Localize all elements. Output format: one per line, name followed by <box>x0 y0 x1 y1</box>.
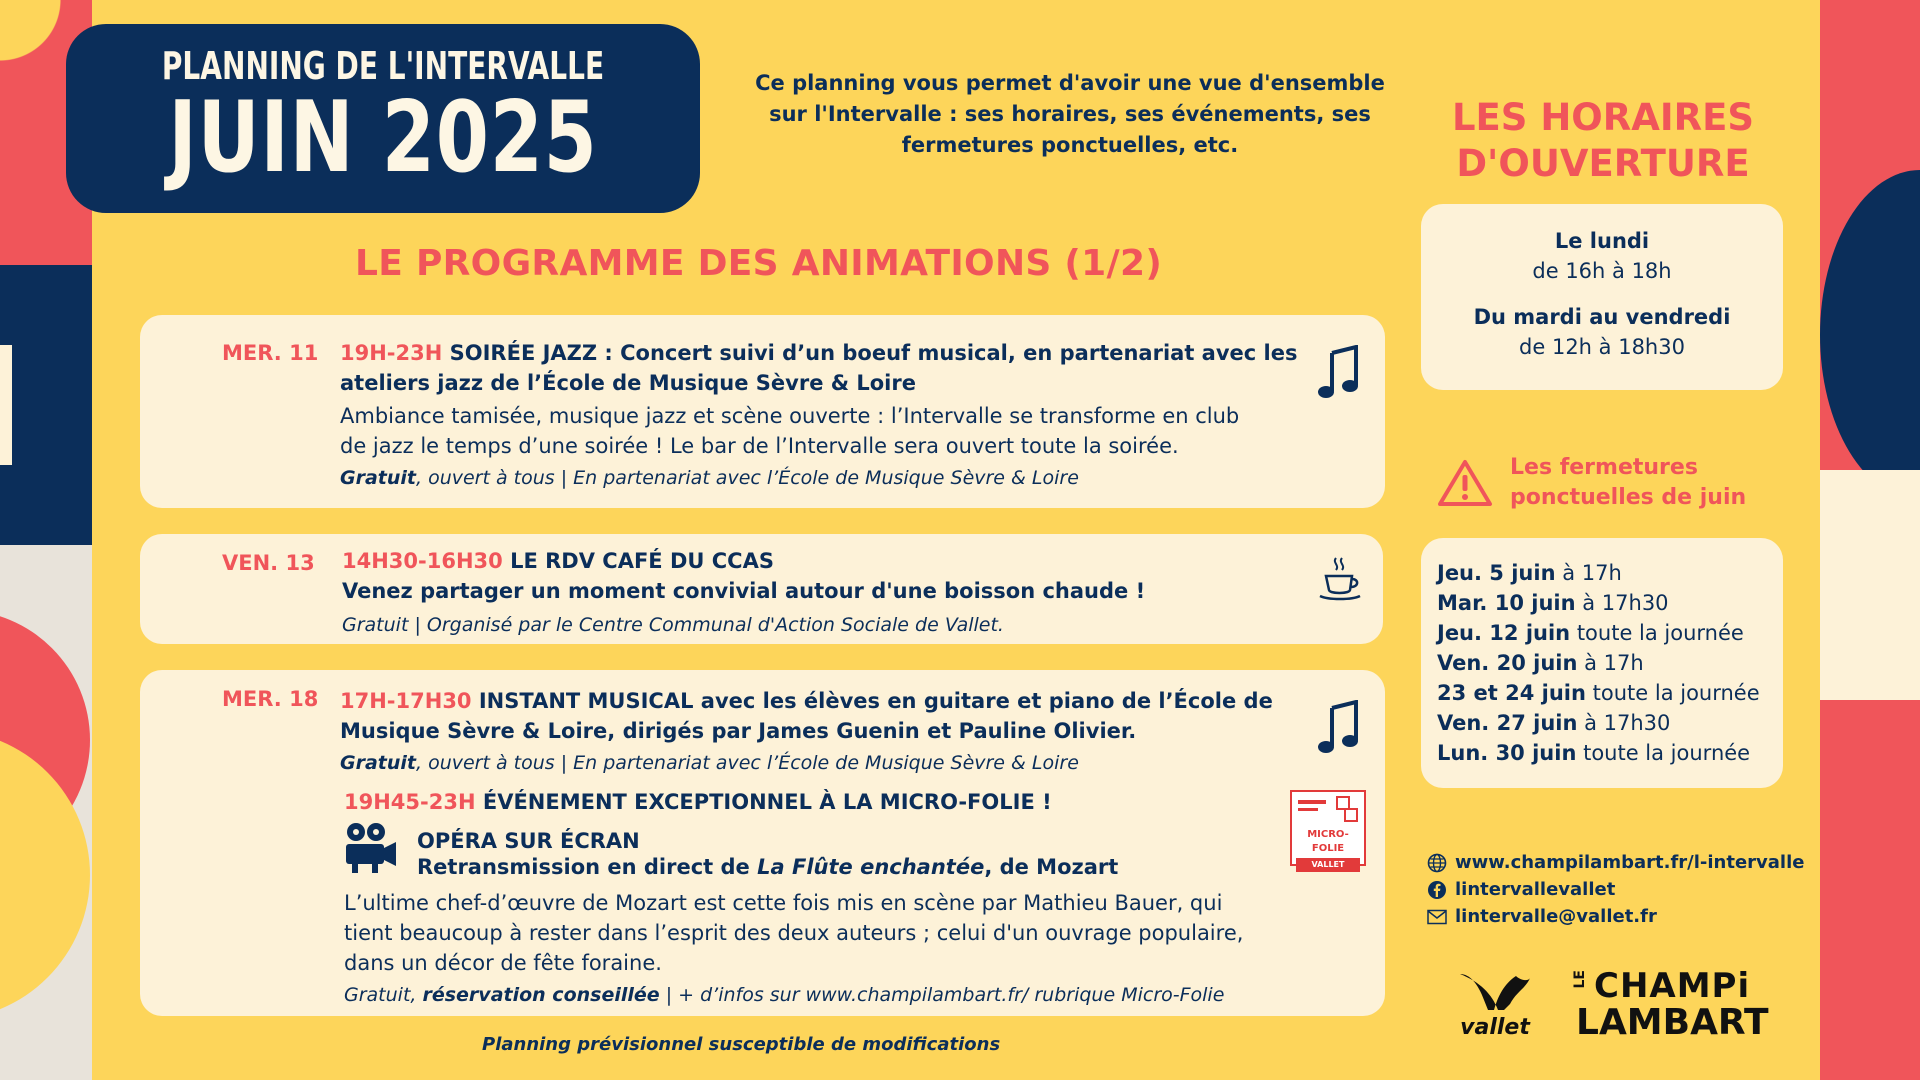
micro-folie-cubes <box>1292 792 1364 828</box>
closure-detail: à 17h30 <box>1575 591 1669 615</box>
closure-item <box>1437 588 1783 618</box>
special-info-bold: réservation conseillée <box>422 984 660 1006</box>
closure-date: Ven. 20 juin <box>1437 651 1578 675</box>
closure-detail: à 17h <box>1555 561 1622 585</box>
closure-item <box>1437 648 1783 678</box>
globe-icon <box>1427 853 1447 873</box>
closure-item <box>1437 738 1783 768</box>
hours-slot-days: Le lundi <box>1554 229 1650 253</box>
contact-facebook[interactable] <box>1427 877 1615 903</box>
event-day: MER. 11 <box>222 341 319 365</box>
music-note-icon <box>1318 700 1360 756</box>
event-info <box>340 463 1079 493</box>
warning-icon <box>1437 458 1493 508</box>
special-event-time: 19H45-23H <box>344 790 476 814</box>
music-note-icon <box>1318 345 1360 401</box>
hours-slot-days: Du mardi au vendredi <box>1473 305 1731 329</box>
vallet-logo-text: vallet <box>1460 1015 1530 1040</box>
special-info-pre: Gratuit, <box>344 984 423 1006</box>
logo-bar <box>1298 808 1318 811</box>
hours-slot-time: de 16h à 18h <box>1532 259 1672 283</box>
contact-email[interactable] <box>1427 904 1657 930</box>
website-link[interactable]: www.champilambart.fr/l-intervalle <box>1455 852 1805 873</box>
header-subtitle: PLANNING DE L'INTERVALLE <box>161 44 605 88</box>
champilambart-logo-prefix: LE <box>1572 970 1588 989</box>
mail-icon <box>1427 909 1447 925</box>
closure-date: 23 et 24 juin <box>1437 681 1586 705</box>
event-title-text: INSTANT MUSICAL avec les élèves en guitare et piano de l’École de <box>478 689 1273 713</box>
program-title: LE PROGRAMME DES ANIMATIONS (1/2) <box>355 243 1163 284</box>
hours-title-line: LES HORAIRES <box>1451 96 1755 139</box>
email-link[interactable]: lintervalle@vallet.fr <box>1455 906 1657 927</box>
event-title <box>340 686 1273 716</box>
right-decor-strip <box>1820 0 1920 1080</box>
special-event-line <box>417 852 1118 882</box>
header-title: JUIN 2025 <box>168 81 598 195</box>
planning-header <box>66 24 700 213</box>
special-event-subtitle: OPÉRA SUR ÉCRAN <box>417 829 640 853</box>
event-card <box>140 315 1385 508</box>
footer-note: Planning prévisionnel susceptible de modifications <box>482 1034 1001 1055</box>
event-card <box>140 670 1385 1016</box>
closure-date: Ven. 27 juin <box>1437 711 1578 735</box>
decor-block <box>1820 470 1920 730</box>
micro-folie-logo <box>1290 790 1366 869</box>
closure-date: Lun. 30 juin <box>1437 741 1577 765</box>
coffee-cup-icon <box>1318 556 1362 604</box>
closure-detail: toute la journée <box>1576 741 1751 765</box>
event-info: Gratuit | Organisé par le Centre Communal d'Action Sociale de Vallet. <box>342 614 1004 636</box>
film-projector-icon <box>342 822 398 874</box>
closure-date: Jeu. 12 juin <box>1437 621 1571 645</box>
hours-title-line: D'OUVERTURE <box>1456 142 1750 185</box>
event-info-bold: Gratuit <box>340 467 416 489</box>
hours-slot-time: de 12h à 18h30 <box>1519 335 1685 359</box>
special-line-work: La Flûte enchantée <box>757 855 985 879</box>
event-title-cont: ateliers jazz de l’École de Musique Sèvre & Loire <box>340 371 916 395</box>
micro-folie-logo-sub: VALLET <box>1296 858 1360 872</box>
facebook-icon <box>1427 880 1447 900</box>
vallet-logo-mark <box>1458 970 1532 1012</box>
facebook-link[interactable]: lintervallevallet <box>1455 879 1616 900</box>
special-line-prefix: Retransmission en direct de <box>417 855 758 879</box>
special-event-info <box>344 980 1224 1010</box>
event-title <box>340 338 1297 368</box>
event-day: VEN. 13 <box>222 551 315 575</box>
hours-slot <box>1421 302 1783 362</box>
champilambart-logo-l2: LAMBART <box>1576 1002 1769 1043</box>
decor-block <box>0 345 12 465</box>
special-line-suffix: , de Mozart <box>984 855 1119 879</box>
closure-detail: toute la journée <box>1585 681 1760 705</box>
event-title-text: LE RDV CAFÉ DU CCAS <box>510 549 774 573</box>
event-time: 17H-17H30 <box>340 689 472 713</box>
event-info-rest: , ouvert à tous | En partenariat avec l’École de Musique Sèvre & Loire <box>416 467 1079 489</box>
event-title <box>342 546 774 576</box>
champilambart-logo-l1: CHAMPi <box>1594 966 1751 1006</box>
closure-item <box>1437 558 1783 588</box>
special-event-desc: tient beaucoup à rester dans l’esprit des deux auteurs ; celui d'un ouvrage populaire, <box>344 921 1244 945</box>
closure-detail: toute la journée <box>1570 621 1744 645</box>
event-desc: de jazz le temps d’une soirée ! Le bar de l’Intervalle sera ouvert toute la soirée. <box>340 434 1179 458</box>
logo-bar <box>1298 800 1326 804</box>
hours-title <box>1423 95 1783 187</box>
event-info <box>340 748 1079 778</box>
logo-cube <box>1344 808 1358 822</box>
event-subtitle: Venez partager un moment convivial autour d'une boisson chaude ! <box>342 579 1146 603</box>
special-event-title-text: ÉVÉNEMENT EXCEPTIONNEL À LA MICRO-FOLIE ! <box>482 790 1052 814</box>
closure-detail: à 17h <box>1577 651 1644 675</box>
event-info-bold: Gratuit <box>340 752 416 774</box>
closure-item <box>1437 708 1783 738</box>
contact-website[interactable] <box>1427 850 1804 876</box>
closures-title-line: Les fermetures <box>1510 455 1698 480</box>
event-time: 19H-23H <box>340 341 443 365</box>
decor-block <box>0 265 92 545</box>
event-desc: Ambiance tamisée, musique jazz et scène ouverte : l’Intervalle se transforme en club <box>340 404 1240 428</box>
closure-date: Jeu. 5 juin <box>1437 561 1556 585</box>
vallet-logo <box>1455 970 1535 1045</box>
intro-text: Ce planning vous permet d'avoir une vue d'ensemble sur l'Intervalle : ses horaires, ses événements, ses fermetures ponctuelles, etc. <box>755 71 1385 157</box>
special-event-desc: L’ultime chef-d’œuvre de Mozart est cette fois mis en scène par Mathieu Bauer, qui <box>344 891 1223 915</box>
special-event-title <box>344 787 1052 817</box>
champilambart-logo <box>1572 968 1772 1044</box>
event-time: 14H30-16H30 <box>342 549 503 573</box>
opening-hours-box <box>1421 204 1783 390</box>
closures-title-line: ponctuelles de juin <box>1510 485 1747 510</box>
closures-title <box>1510 453 1746 513</box>
closure-item <box>1437 678 1783 708</box>
closure-item <box>1437 618 1783 648</box>
special-event-desc: dans un décor de fête foraine. <box>344 951 662 975</box>
event-day: MER. 18 <box>222 687 319 711</box>
event-title-text: SOIRÉE JAZZ : Concert suivi d’un boeuf musical, en partenariat avec les <box>449 341 1298 365</box>
event-card <box>140 534 1383 644</box>
special-info-rest: | + d’infos sur www.champilambart.fr/ rubrique Micro-Folie <box>659 984 1225 1006</box>
closure-date: Mar. 10 juin <box>1437 591 1576 615</box>
event-info-rest: , ouvert à tous | En partenariat avec l’École de Musique Sèvre & Loire <box>416 752 1079 774</box>
hours-slot <box>1421 226 1783 286</box>
decor-block <box>1820 700 1920 1080</box>
closure-detail: à 17h30 <box>1577 711 1671 735</box>
event-title-cont: Musique Sèvre & Loire, dirigés par James Guenin et Pauline Olivier. <box>340 719 1137 743</box>
closures-box <box>1421 538 1783 788</box>
micro-folie-logo-text: MICRO-FOLIE <box>1307 829 1349 854</box>
